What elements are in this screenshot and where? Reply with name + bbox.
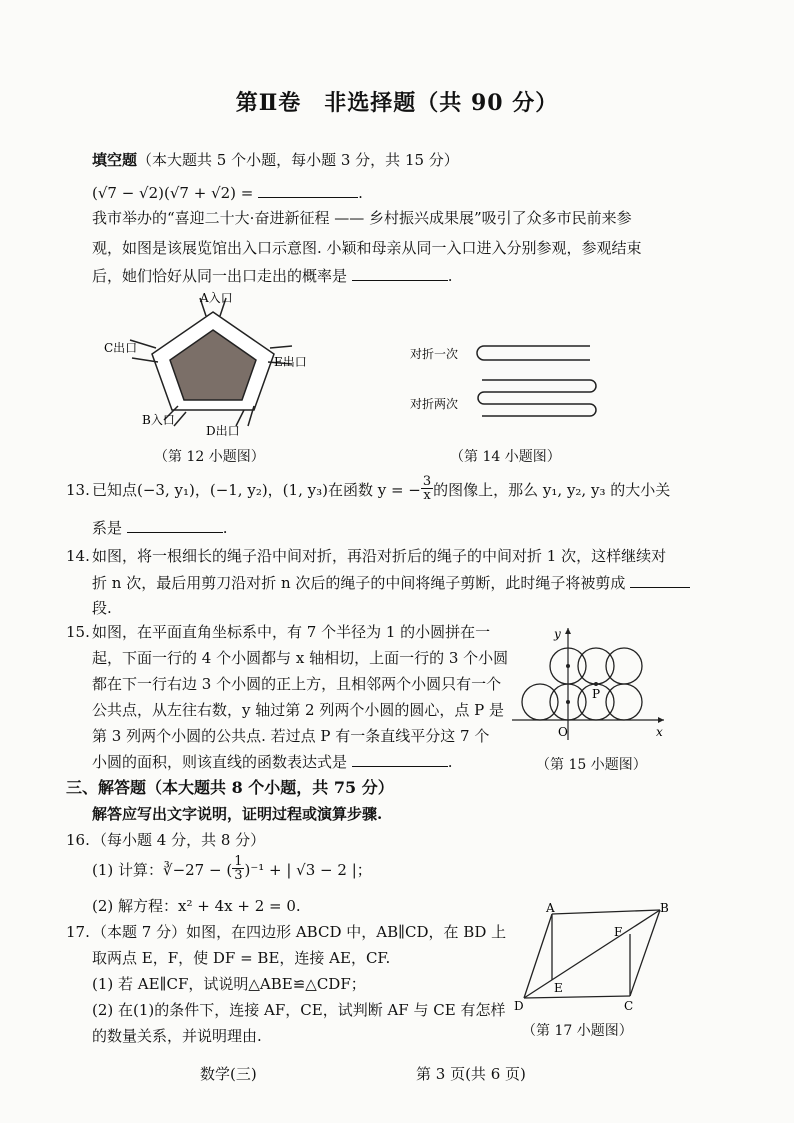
segment-ab (552, 910, 660, 914)
figure-17-caption: （第 17 小题图） (522, 1023, 633, 1039)
q14-line2: 折 n 次，最后用剪刀沿对折 n 次后的绳子的中间将绳子剪断，此时绳子将被剪成 (92, 574, 626, 592)
circle-top-3 (606, 648, 642, 684)
circle-bottom-1 (522, 684, 558, 720)
figure-14-caption: （第 14 小题图） (450, 449, 561, 465)
label-e: E (554, 981, 563, 995)
label-a: A (546, 901, 555, 915)
q15-line4: 公共点，从左往右数，y 轴过第 2 列两个小圆的圆心，点 P 是 (92, 701, 504, 719)
figure-15-caption: （第 15 小题图） (536, 757, 647, 773)
question-13-number: 13. (66, 481, 90, 499)
q16-part1-b: )⁻¹ + | √3 − 2 |； (244, 861, 372, 879)
q14-line1: 如图，将一根细长的绳子沿中间对折，再沿对折后的绳子的中间对折 1 次，这样继续对 (92, 547, 667, 565)
fraction-denominator: 3 (234, 867, 243, 883)
figure-17-quadrilateral (508, 900, 672, 1018)
section-heading-label: 填空题 (92, 151, 138, 169)
label-d: D (514, 999, 524, 1013)
question-15-number: 15. (66, 623, 90, 641)
q17-line3: (1) 若 AE∥CF，试说明△ABE≌△CDF； (92, 975, 366, 993)
figure-14-folded-rope (410, 336, 610, 436)
footer-page-number: 第 3 页(共 6 页) (416, 1065, 526, 1083)
q12-line3: 后，她们恰好从同一出口走出的概率是 (92, 267, 348, 285)
q12-period: . (447, 267, 453, 285)
section3-heading-label: 三、解答题 (66, 778, 147, 797)
circle-top-2 (578, 648, 614, 684)
q13-text-a: 已知点(−3, y₁)，(−1, y₂)，(1, y₃)在函数 y = − (92, 481, 421, 499)
question-14-number: 14. (66, 547, 90, 565)
circle-bottom-4 (606, 684, 642, 720)
fraction-numerator: 1 (234, 853, 243, 869)
question-16-number: 16. (66, 831, 90, 849)
q16-part1 (92, 853, 372, 883)
q15-line2: 起，下面一行的 4 个小圆都与 x 轴相切，上面一行的 3 个小圆 (92, 649, 509, 667)
q15-line1: 如图，在平面直角坐标系中，有 7 个半径为 1 的小圆拼在一 (92, 623, 491, 641)
answer-blank[interactable] (127, 518, 223, 533)
q15-period: . (447, 753, 453, 771)
footer-subject: 数学(三) (200, 1065, 257, 1083)
question-17-number: 17. (66, 923, 90, 941)
q16-head: （每小题 4 分，共 8 分） (92, 831, 266, 849)
center-dot-top (566, 664, 570, 668)
q13-line2 (92, 518, 228, 538)
label-a-entrance: A入口 (200, 291, 233, 305)
answer-blank[interactable] (352, 266, 448, 281)
answer-blank[interactable] (352, 752, 448, 767)
q12-line3-wrap (92, 266, 453, 286)
figure-15-circles (512, 620, 672, 750)
segment-bc (630, 910, 660, 996)
q17-line4: (2) 在(1)的条件下，连接 AF，CE，试判断 AF 与 CE 有怎样 (92, 1001, 506, 1019)
q12-line2: 观，如图是该展览馆出入口示意图. 小颖和母亲从同一入口进入分别参观，参观结束 (92, 239, 642, 257)
label-d-exit: D出口 (206, 424, 240, 438)
rope-fold-twice (478, 380, 596, 416)
point-p (594, 682, 598, 686)
question-11 (66, 183, 90, 203)
q13-text-b: 的图像上，那么 y₁, y₂, y₃ 的大小关 (433, 481, 671, 499)
segment-dc (524, 996, 630, 998)
section3-heading-desc: （本大题共 8 个小题，共 75 分） (146, 778, 394, 797)
segment-bd (524, 910, 660, 998)
q16-part1-a: (1) 计算：∛−27 − ( (92, 861, 233, 879)
answer-blank[interactable] (630, 573, 690, 588)
segment-ad (524, 914, 552, 998)
section-solve-heading (66, 778, 394, 798)
q17-line5: 的数量关系，并说明理由. (92, 1027, 262, 1045)
section3-instructions: 解答应写出文字说明，证明过程或演算步骤. (92, 805, 383, 823)
q15-line5: 第 3 列两个小圆的公共点. 若过点 P 有一条直线平分这 7 个 (92, 727, 490, 745)
q15-line6: 小圆的面积，则该直线的函数表达式是 (92, 753, 348, 771)
q11-period: . (358, 184, 363, 202)
label-e-exit: E出口 (274, 355, 307, 369)
q14-line3: 段. (92, 599, 112, 617)
label-p: P (592, 687, 601, 701)
label-c-exit: C出口 (104, 341, 138, 355)
x-axis-arrow (658, 717, 664, 723)
y-axis-arrow (565, 628, 571, 634)
q13-line2-text: 系是 (92, 519, 123, 537)
label-fold-twice: 对折两次 (410, 397, 459, 411)
q15-line3: 都在下一行右边 3 个小圆的正上方，且相邻两个小圆只有一个 (92, 675, 502, 693)
label-b: B (660, 901, 669, 915)
q13-line1 (92, 473, 671, 503)
center-dot-bottom (566, 700, 570, 704)
fraction-numerator: 3 (422, 473, 432, 489)
q16-fraction (232, 855, 244, 882)
section-fill-blank-heading (92, 150, 459, 170)
figure-12-caption: （第 12 小题图） (154, 449, 265, 465)
label-fold-once: 对折一次 (410, 347, 459, 361)
q15-line6-wrap (92, 752, 453, 772)
q13-period: . (222, 519, 228, 537)
section-heading-desc: （本大题共 5 个小题，每小题 3 分，共 15 分） (137, 151, 459, 169)
q13-fraction (421, 475, 433, 502)
label-c: C (624, 999, 634, 1013)
q14-line2-wrap (92, 573, 690, 593)
q11-expression: (√7 − √2)(√7 + √2) = (92, 184, 254, 202)
q17-line2: 取两点 E，F，使 DF = BE，连接 AE，CF. (92, 949, 391, 967)
fraction-denominator: x (423, 487, 431, 503)
rope-fold-once (477, 346, 590, 360)
page-title: 第Ⅱ卷 非选择题（共 90 分） (235, 90, 559, 116)
answer-blank[interactable] (258, 183, 358, 198)
q12-line1: 我市举办的“喜迎二十大·奋进新征程 —— 乡村振兴成果展”吸引了众多市民前来参 (92, 209, 632, 227)
question-11-text (92, 183, 363, 203)
label-o: O (558, 725, 568, 739)
figure-12-exhibition-map (96, 288, 336, 438)
q16-part2: (2) 解方程：x² + 4x + 2 = 0. (92, 897, 301, 915)
q17-line1: （本题 7 分）如图，在四边形 ABCD 中，AB∥CD，在 BD 上 (92, 923, 507, 941)
label-b-entrance: B入口 (142, 413, 175, 427)
label-y: y (554, 627, 561, 641)
label-f: F (614, 925, 623, 939)
label-x: x (656, 725, 663, 739)
